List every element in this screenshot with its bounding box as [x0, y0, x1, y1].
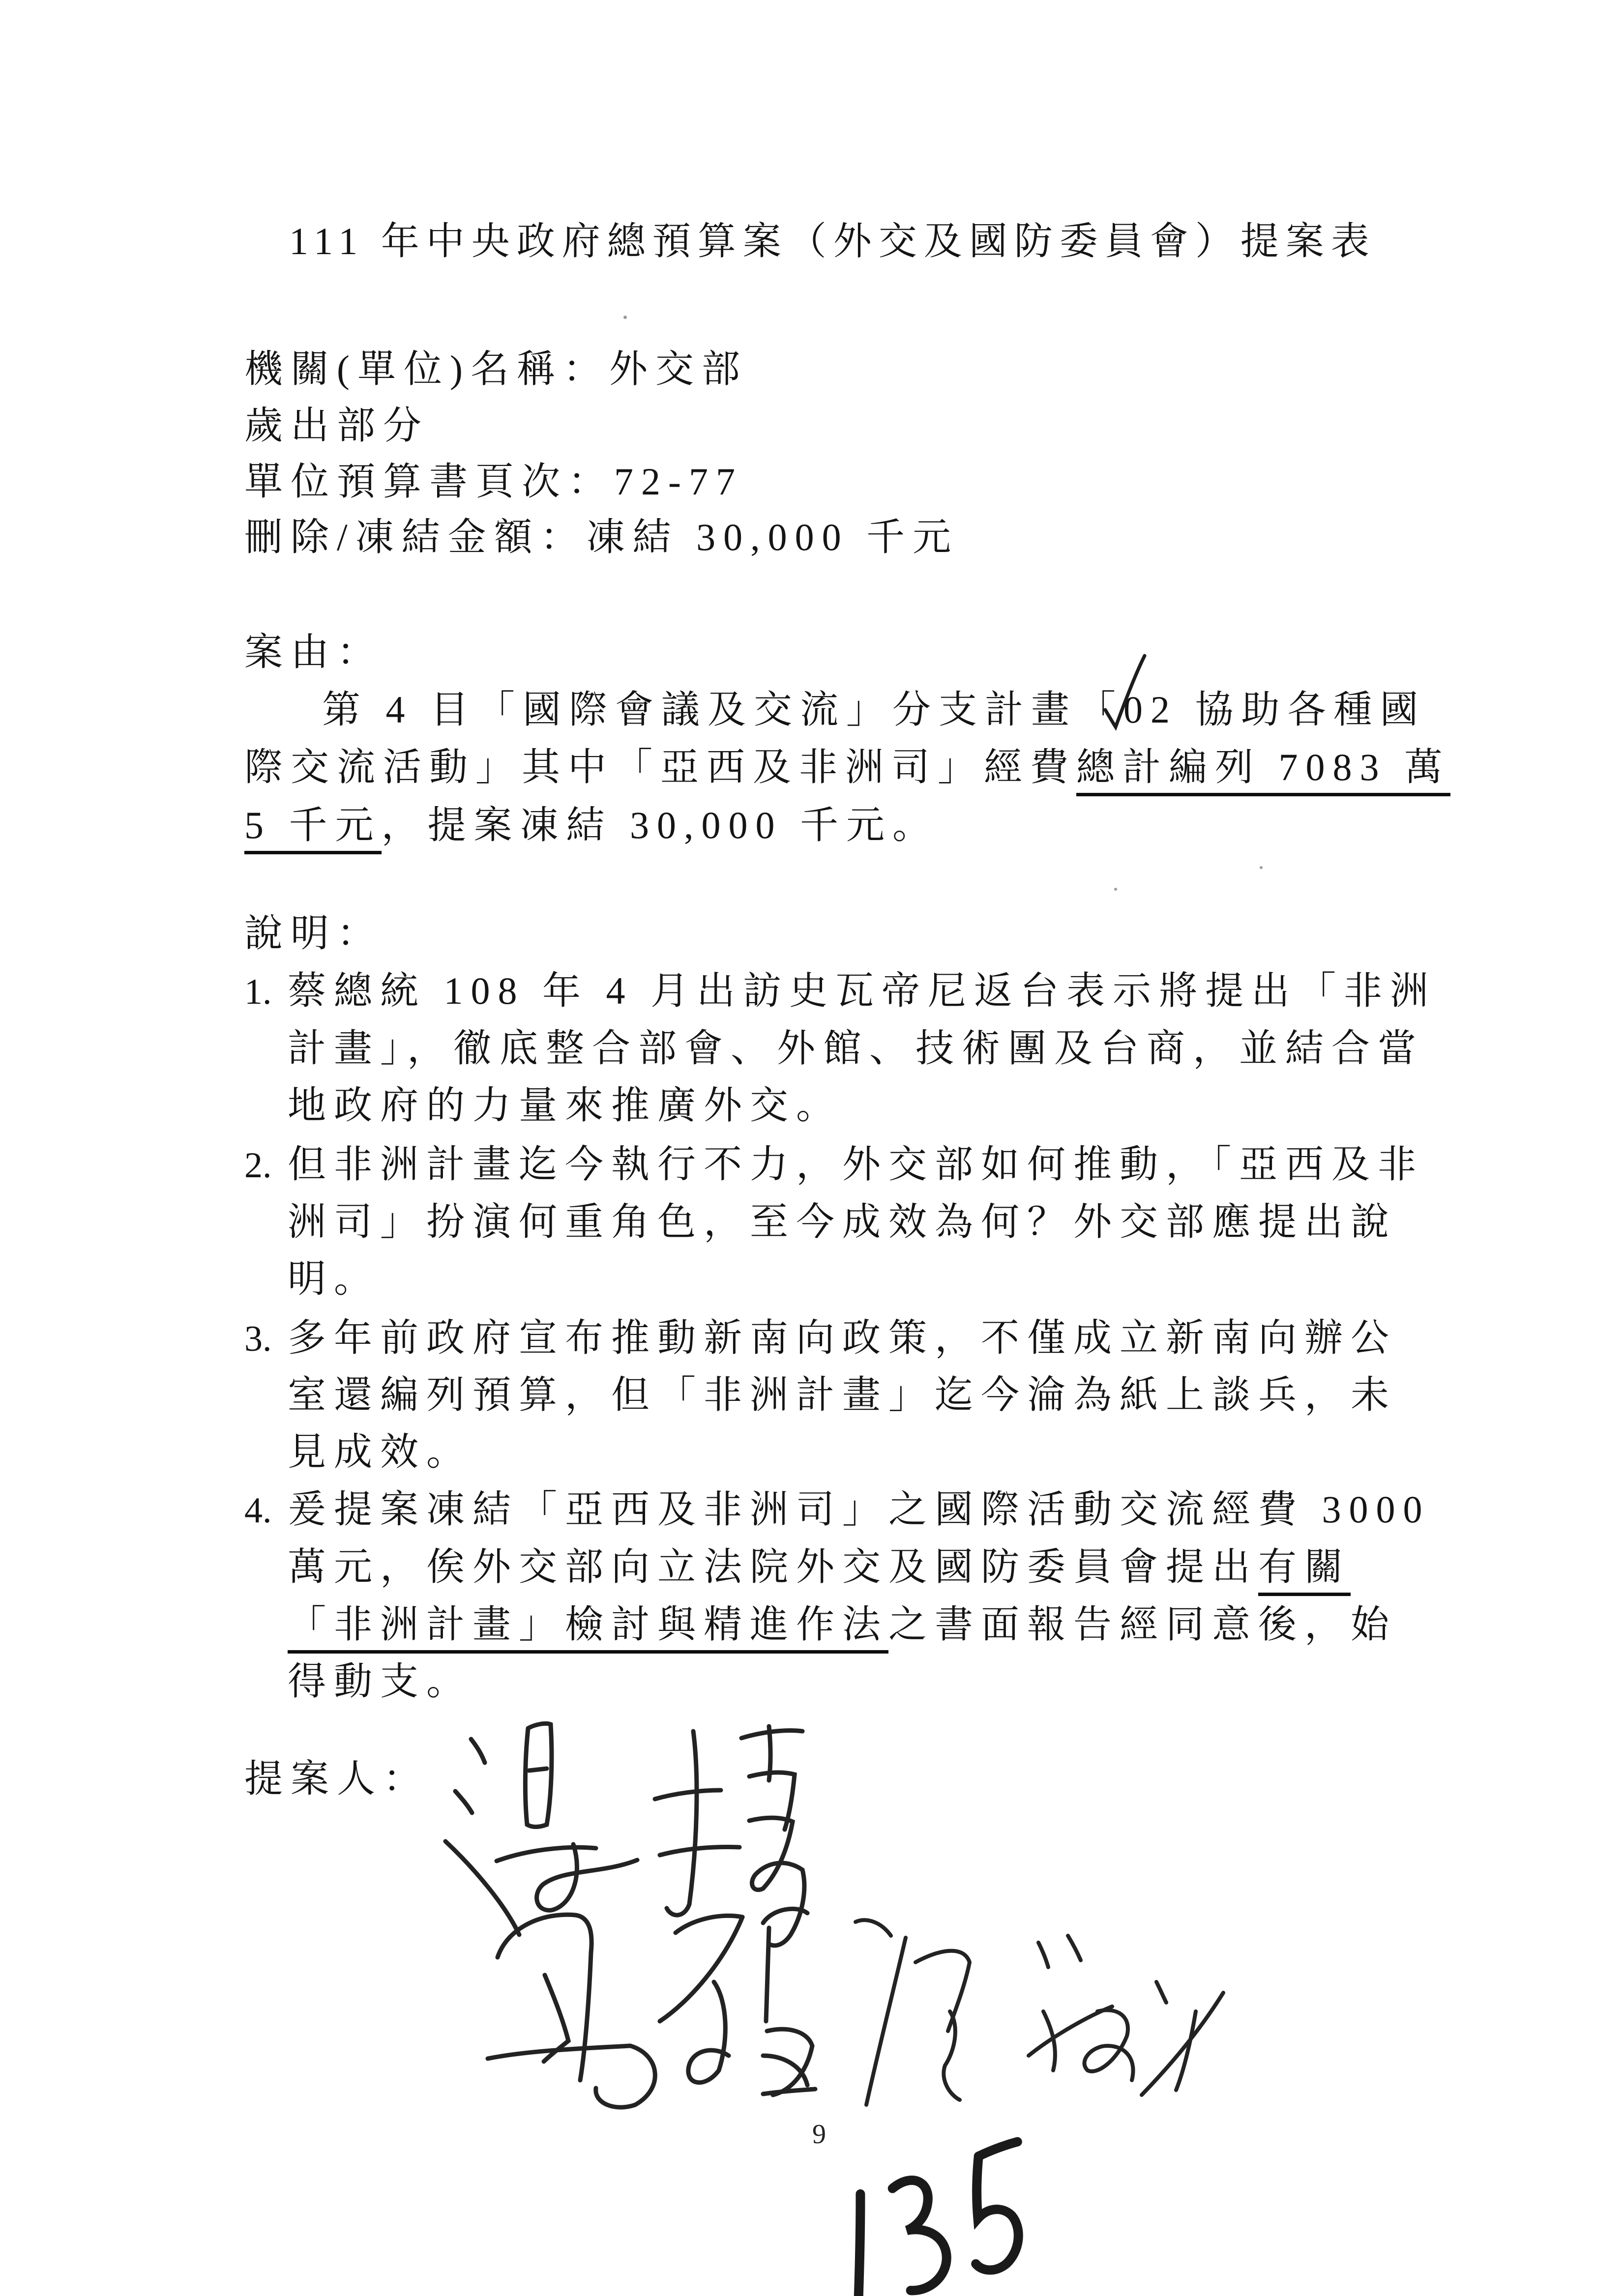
agency-name-line: 機關(單位)名稱：外交部 — [244, 348, 748, 390]
signature-ma-wen-chun — [467, 1892, 821, 2123]
item-1-number: 1. — [244, 972, 272, 1012]
item-2-number: 2. — [244, 1145, 272, 1186]
scan-speck — [1114, 888, 1117, 891]
item-4-line-2-underlined: 有關 — [1258, 1545, 1351, 1596]
case-line-2-text: 際交流活動」其中「亞西及非洲司」經費 — [244, 746, 1077, 788]
item-1-line-1: 蔡總統 108 年 4 月出訪史瓦帝尼返台表示將提出「非洲 — [288, 969, 1437, 1012]
case-line-2-underlined: 總計編列 7083 萬 — [1076, 746, 1450, 796]
case-line-3-text: ，提案凍結 30,000 千元。 — [381, 804, 939, 846]
explanation-section-label: 說明： — [244, 912, 384, 955]
item-2-line-1: 但非洲計畫迄今執行不力，外交部如何推動，「亞西及非 — [288, 1143, 1424, 1186]
freeze-amount-line: 刪除/凍結金額：凍結 30,000 千元 — [244, 516, 959, 558]
proposer-label: 提案人： — [244, 1757, 430, 1800]
item-2-line-2: 洲司」扮演何重角色，至今成效為何？外交部應提出說 — [288, 1200, 1397, 1243]
item-4-line-3 — [288, 1605, 1397, 1644]
budget-part-line: 歲出部分 — [244, 404, 430, 447]
document-title: 111 年中央政府總預算案（外交及國防委員會）提案表 — [289, 220, 1376, 262]
item-4-line-3-underlined: 「非洲計畫」檢討與精進作法 — [288, 1603, 888, 1654]
item-1-line-3: 地政府的力量來推廣外交。 — [288, 1084, 843, 1127]
budget-book-page-line: 單位預算書頁次：72-77 — [244, 460, 743, 503]
handwritten-number-135 — [795, 2113, 1083, 2296]
signature-liao-wan-ju — [831, 1888, 1224, 2128]
item-3-line-3: 見成效。 — [288, 1430, 473, 1473]
item-4-line-2-text: 萬元，俟外交部向立法院外交及國防委員會提出 — [288, 1545, 1259, 1588]
case-line-3-underlined: 5 千元 — [244, 804, 382, 854]
case-section-label: 案由： — [244, 631, 384, 673]
case-line-2 — [244, 748, 1450, 786]
page-number: 9 — [812, 2119, 826, 2150]
case-line-1: 第 4 目「國際會議及交流」分支計畫「02 協助各種國 — [322, 688, 1426, 731]
item-3-line-2: 室還編列預算，但「非洲計畫」迄今淪為紙上談兵，未 — [288, 1373, 1397, 1416]
item-4-line-4: 得動支。 — [288, 1660, 473, 1703]
case-line-3 — [244, 806, 939, 844]
scan-speck — [623, 316, 627, 319]
item-4-line-1: 爰提案凍結「亞西及非洲司」之國際活動交流經費 3000 — [288, 1488, 1430, 1531]
scan-speck — [1260, 866, 1263, 869]
item-2-line-3: 明。 — [288, 1257, 381, 1300]
item-4-line-2 — [288, 1545, 1351, 1588]
item-3-line-1: 多年前政府宣布推動新南向政策，不僅成立新南向辦公 — [288, 1316, 1397, 1359]
item-4-line-3-text: 之書面報告經同意後，始 — [888, 1603, 1397, 1646]
item-4-number: 4. — [244, 1490, 272, 1531]
item-3-number: 3. — [244, 1319, 272, 1359]
item-1-line-2: 計畫」，徹底整合部會、外館、技術團及台商，並結合當 — [288, 1027, 1424, 1070]
